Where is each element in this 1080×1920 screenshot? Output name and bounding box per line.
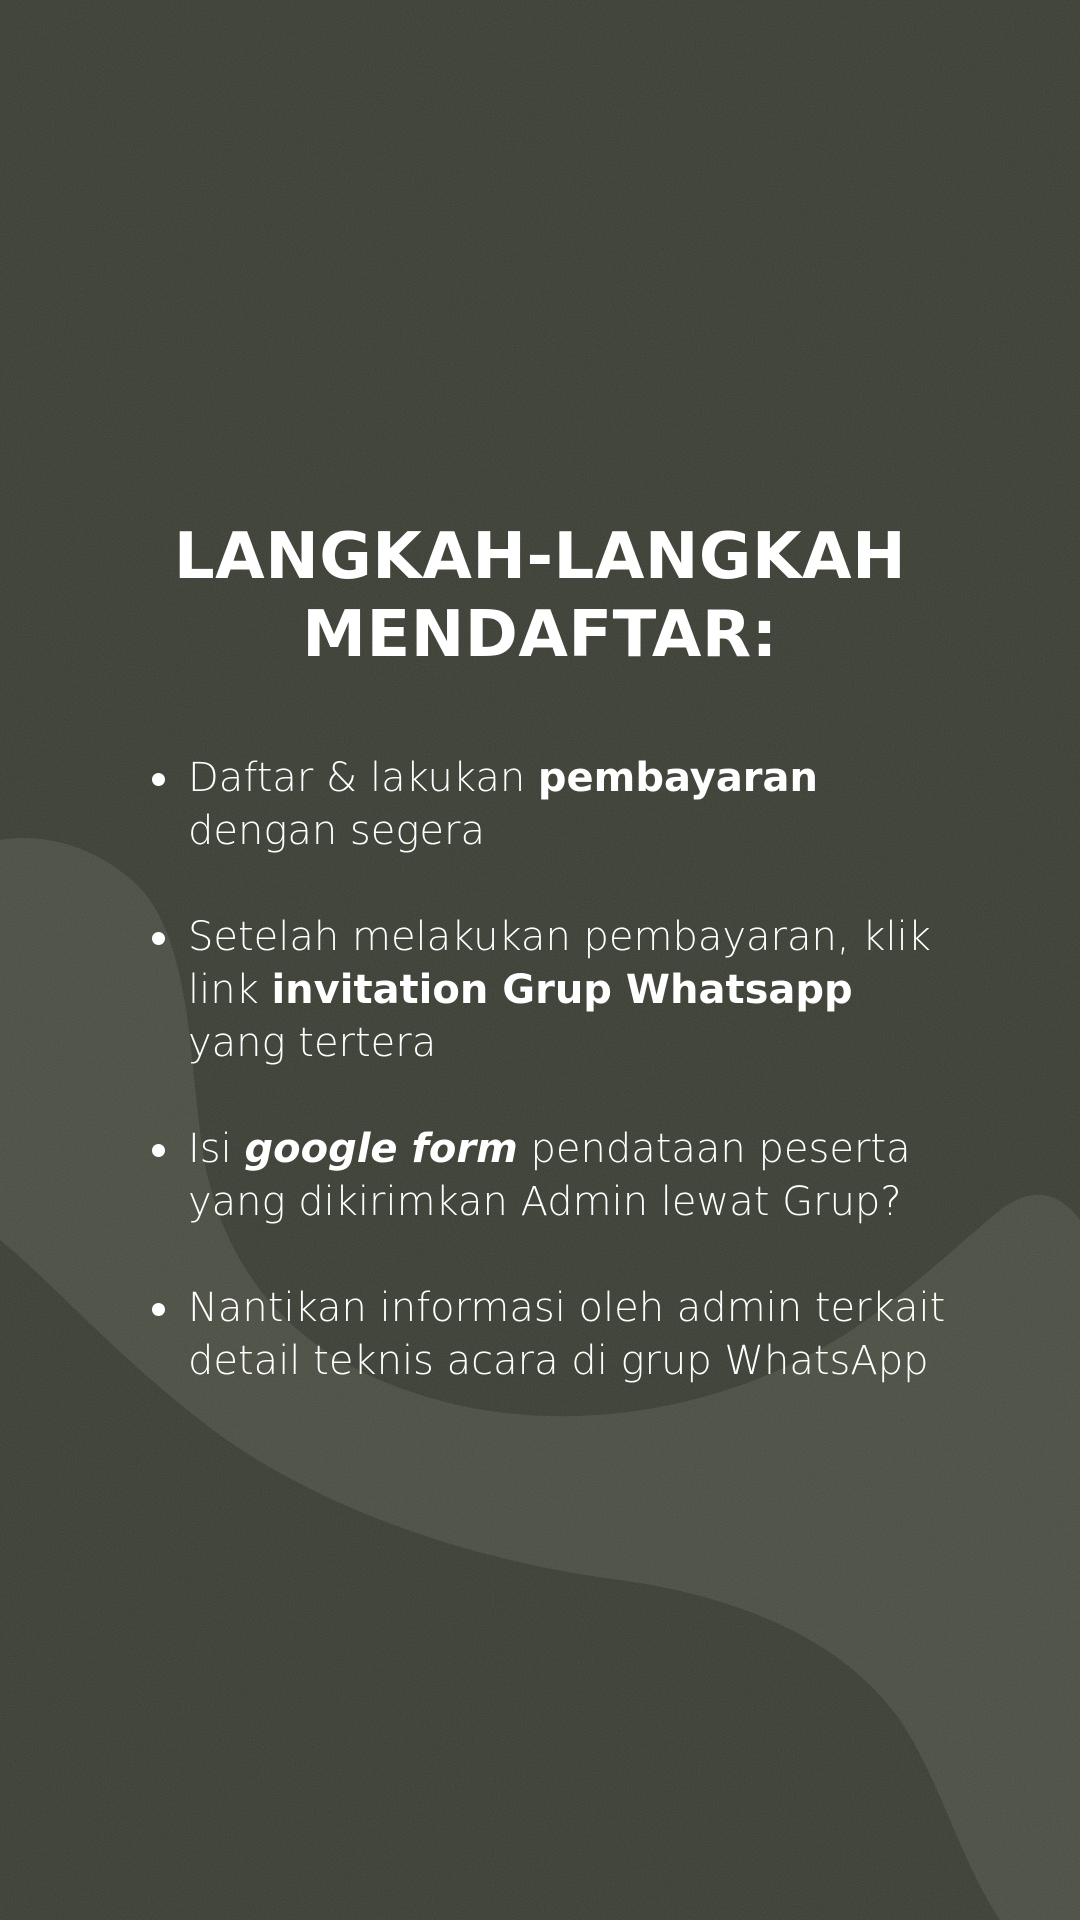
list-item: [150, 1282, 950, 1388]
bullet-dot-icon: [152, 1144, 165, 1157]
step-emphasis: invitation Grup Whatsapp: [271, 967, 853, 1013]
list-item: [150, 911, 950, 1070]
list-item: [150, 1123, 950, 1229]
step-text: Isi: [188, 1126, 245, 1172]
page-title: [0, 518, 1080, 674]
step-text-after: dengan segera: [188, 808, 485, 854]
step-text: Setelah melakukan pembayaran, klik link: [188, 914, 931, 1013]
step-emphasis: pembayaran: [537, 755, 819, 801]
bullet-dot-icon: [152, 773, 165, 786]
title-line-2: MENDAFTAR:: [302, 598, 778, 672]
list-item: [150, 752, 950, 858]
title-line-1: LANGKAH-LANGKAH: [173, 520, 907, 594]
bullet-dot-icon: [152, 1303, 165, 1316]
step-text-after: pendataan peserta yang dikirimkan Admin lewat Grup?: [188, 1126, 911, 1225]
step-text-after: yang tertera: [188, 1020, 437, 1066]
steps-list: [150, 752, 950, 1441]
step-text: Nantikan informasi oleh admin terkait detail teknis acara di grup WhatsApp: [188, 1285, 946, 1384]
step-text: Daftar & lakukan: [188, 755, 538, 801]
step-emphasis: google form: [244, 1126, 518, 1172]
bullet-dot-icon: [152, 932, 165, 945]
